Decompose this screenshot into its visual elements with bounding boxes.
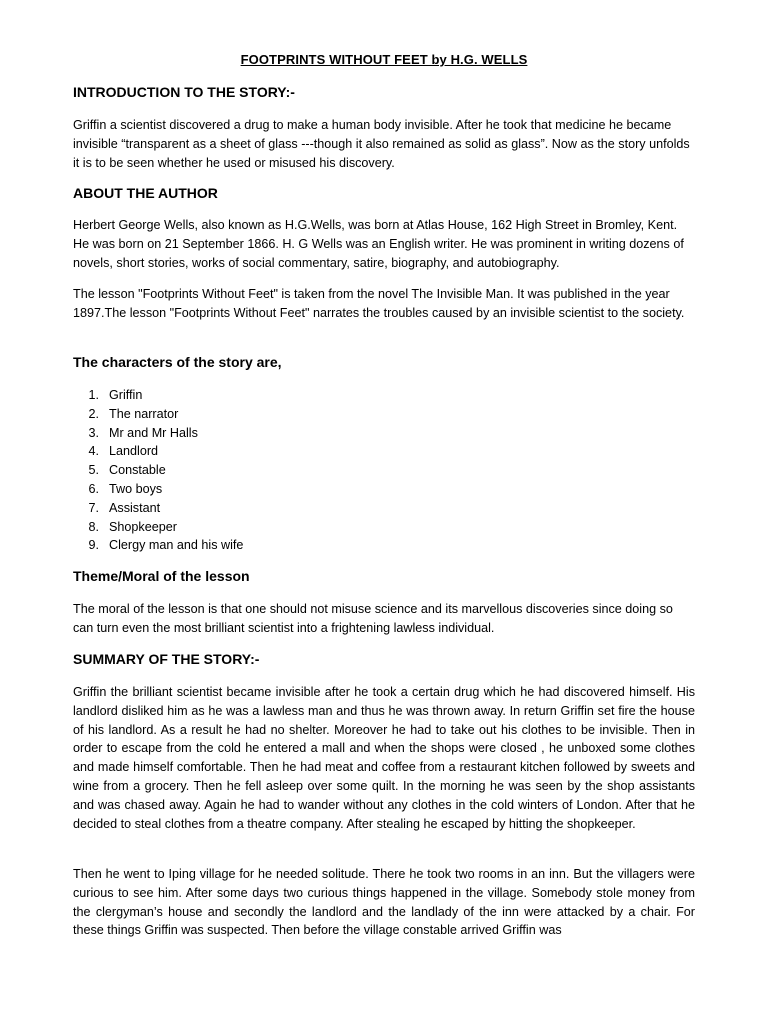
list-number: 1. bbox=[88, 388, 99, 402]
list-number: 8. bbox=[88, 519, 99, 534]
intro-heading: INTRODUCTION TO THE STORY:- bbox=[73, 84, 295, 100]
characters-heading: The characters of the story are, bbox=[73, 354, 282, 370]
character-name: Clergy man and his wife bbox=[109, 538, 244, 553]
list-number: 5. bbox=[88, 463, 99, 478]
list-number: 6. bbox=[88, 481, 99, 496]
list-item bbox=[73, 424, 243, 443]
intro-paragraph: Griffin a scientist discovered a drug to make a human body invisible. After he took that medicine he became invisible “transparent as a sheet of glass ---though it also remained as solid as glass”. Now as the story unfolds it is to be seen whether he used or misused his discovery. bbox=[73, 118, 690, 170]
character-name: Constable bbox=[109, 463, 166, 478]
document-title: FOOTPRINTS WITHOUT FEET by H.G. WELLS bbox=[240, 52, 528, 67]
character-name: Landlord bbox=[109, 444, 159, 459]
list-number: 2. bbox=[88, 406, 99, 421]
list-number: 7. bbox=[88, 500, 99, 515]
character-name: Shopkeeper bbox=[109, 519, 177, 534]
summary-heading: SUMMARY OF THE STORY:- bbox=[73, 651, 260, 667]
character-name: Mr and Mr Halls bbox=[109, 425, 198, 440]
list-number: 9. bbox=[88, 538, 99, 553]
character-name: The narrator bbox=[109, 406, 179, 421]
author-paragraph-2: The lesson "Footprints Without Feet" is taken from the novel The Invisible Man. It was published in the year 1897.The lesson "Footprints Without Feet" narrates the troubles caused by an invisible scientist to the society. bbox=[73, 287, 685, 320]
list-item bbox=[73, 518, 243, 537]
list-item bbox=[73, 405, 243, 424]
author-paragraph-1: Herbert George Wells, also known as H.G.Wells, was born at Atlas House, 162 High Street in Bromley, Kent. He was born on 21 September 1866. H. G Wells was an English writer. He was prominent in writing dozens of novels, short stories, works of social commentary, satire, biography, and autobiography. bbox=[73, 218, 684, 270]
list-item bbox=[73, 442, 243, 461]
list-number: 4. bbox=[88, 444, 99, 459]
summary-paragraph-1: Griffin the brilliant scientist became invisible after he took a certain drug which he had discovered himself. His landlord disliked him as he was a lawless man and thus he was thrown away. In return Griffin set fire the house of his landlord. As a result he had no shelter. Moreover he had to take out his clothes to be invisible. Then in order to escape from the cold he entered a mall and when the shops were closed , he unboxed some clothes and made himself comfortable. Then he had meat and coffee from a restaurant kitchen followed by sweets and wine from a grocery. Then he fell asleep over some quilt. In the morning he was seen by the shop assistants and was chased away. Again he had to wander without any clothes in the cold winters of London. After that he decided to steal clothes from a theatre company. After stealing he escaped by hitting the shopkeeper. bbox=[73, 685, 695, 831]
character-name: Assistant bbox=[109, 500, 161, 515]
list-item bbox=[73, 480, 243, 499]
theme-heading: Theme/Moral of the lesson bbox=[73, 568, 250, 584]
list-item bbox=[73, 499, 243, 518]
list-item bbox=[73, 536, 243, 555]
character-name: Two boys bbox=[109, 481, 163, 496]
characters-list bbox=[73, 386, 243, 555]
list-number: 3. bbox=[88, 425, 99, 440]
summary-paragraph-2: Then he went to Iping village for he needed solitude. There he took two rooms in an inn. But the villagers were curious to see him. After some days two curious things happened in the village. Somebody stole money from the clergyman’s house and secondly the landlord and the landlady of the inn were attacked by a chair. For these things Griffin was suspected. Then before the village constable arrived Griffin was bbox=[73, 867, 695, 938]
author-heading: ABOUT THE AUTHOR bbox=[73, 185, 218, 201]
theme-paragraph: The moral of the lesson is that one should not misuse science and its marvellous discoveries since doing so can turn even the most brilliant scientist into a frightening lawless individual. bbox=[73, 602, 673, 635]
list-item bbox=[73, 461, 243, 480]
list-item bbox=[73, 386, 243, 405]
character-name: Griffin bbox=[109, 388, 143, 402]
